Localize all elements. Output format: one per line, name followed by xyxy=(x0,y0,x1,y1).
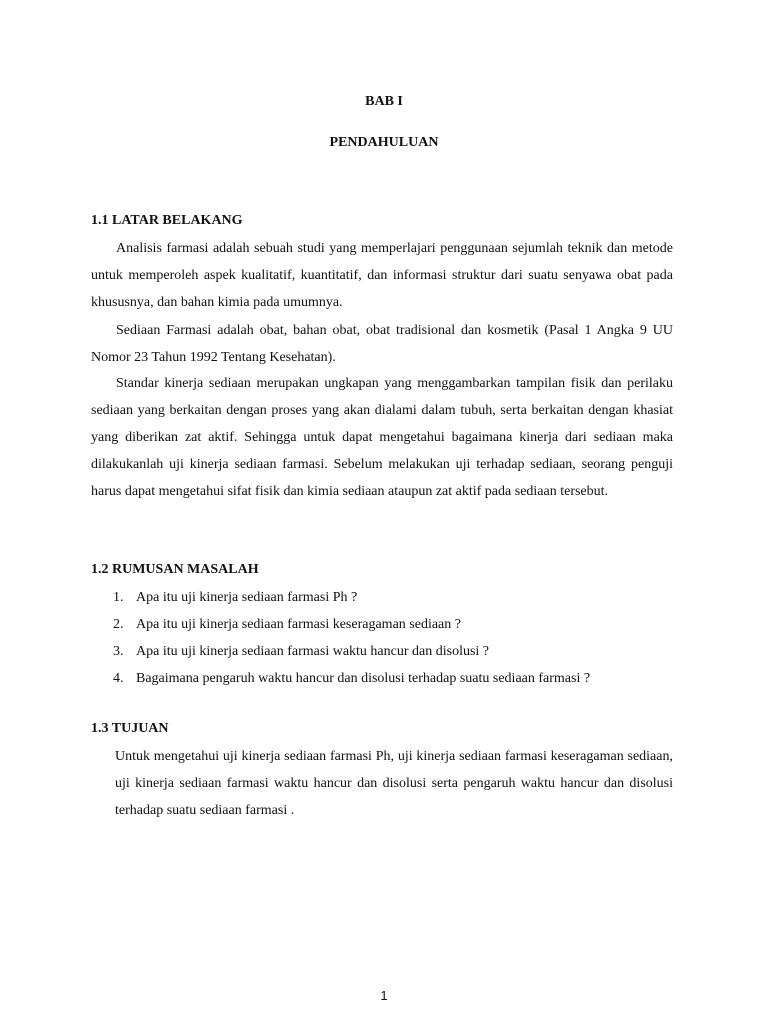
paragraph-sediaan-farmasi: Sediaan Farmasi adalah obat, bahan obat, obat tradisional dan kosmetik (Pasal 1 Angka 9 UU Nomor 23 Tahun 1992 Tentang Kesehatan). xyxy=(91,323,673,365)
problem-list xyxy=(91,584,681,692)
list-item-number: 2. xyxy=(113,617,124,632)
page-number: 1 xyxy=(380,988,388,1003)
list-item-number: 1. xyxy=(113,590,124,605)
list-item xyxy=(91,665,681,692)
list-item xyxy=(91,638,681,665)
section-heading-tujuan: 1.3 TUJUAN xyxy=(91,721,169,736)
list-item-number: 3. xyxy=(113,644,124,659)
list-item xyxy=(91,611,681,638)
paragraph-analisis-farmasi: Analisis farmasi adalah sebuah studi yang memperlajari penggunaan sejumlah teknik dan metode untuk memperoleh aspek kualitatif, kuantitatif, dan informasi struktur dari suatu senyawa obat pada khususnya, dan bahan kimia pada umumnya. xyxy=(91,241,673,310)
chapter-label: BAB I xyxy=(365,94,403,109)
list-item xyxy=(91,584,681,611)
paragraph-standar-kinerja: Standar kinerja sediaan merupakan ungkapan yang menggambarkan tampilan fisik dan perilaku sediaan yang berkaitan dengan proses yang akan dialami dalam tubuh, serta berkaitan dengan khasiat yang diberikan zat aktif. Sehingga untuk dapat mengetahui bagaimana kinerja dari sediaan maka dilakukanlah uji kinerja sediaan farmasi. Sebelum melakukan uji terhadap sediaan, seorang penguji harus dapat mengetahui sifat fisik dan kimia sediaan ataupun zat aktif pada sediaan tersebut. xyxy=(91,376,673,499)
list-item-text: Apa itu uji kinerja sediaan farmasi waktu hancur dan disolusi ? xyxy=(136,644,490,659)
paragraph-tujuan: Untuk mengetahui uji kinerja sediaan farmasi Ph, uji kinerja sediaan farmasi keseragaman sediaan, uji kinerja sediaan farmasi waktu hancur dan disolusi serta pengaruh waktu hancur dan disolusi terhadap suatu sediaan farmasi . xyxy=(115,749,673,818)
section-heading-rumusan-masalah: 1.2 RUMUSAN MASALAH xyxy=(91,562,259,577)
list-item-text: Bagaimana pengaruh waktu hancur dan disolusi terhadap suatu sediaan farmasi ? xyxy=(136,671,591,686)
list-item-text: Apa itu uji kinerja sediaan farmasi Ph ? xyxy=(136,590,358,605)
list-item-number: 4. xyxy=(113,671,124,686)
section-heading-latar-belakang: 1.1 LATAR BELAKANG xyxy=(91,213,243,228)
list-item-text: Apa itu uji kinerja sediaan farmasi keseragaman sediaan ? xyxy=(136,617,461,632)
chapter-title: PENDAHULUAN xyxy=(329,135,439,150)
